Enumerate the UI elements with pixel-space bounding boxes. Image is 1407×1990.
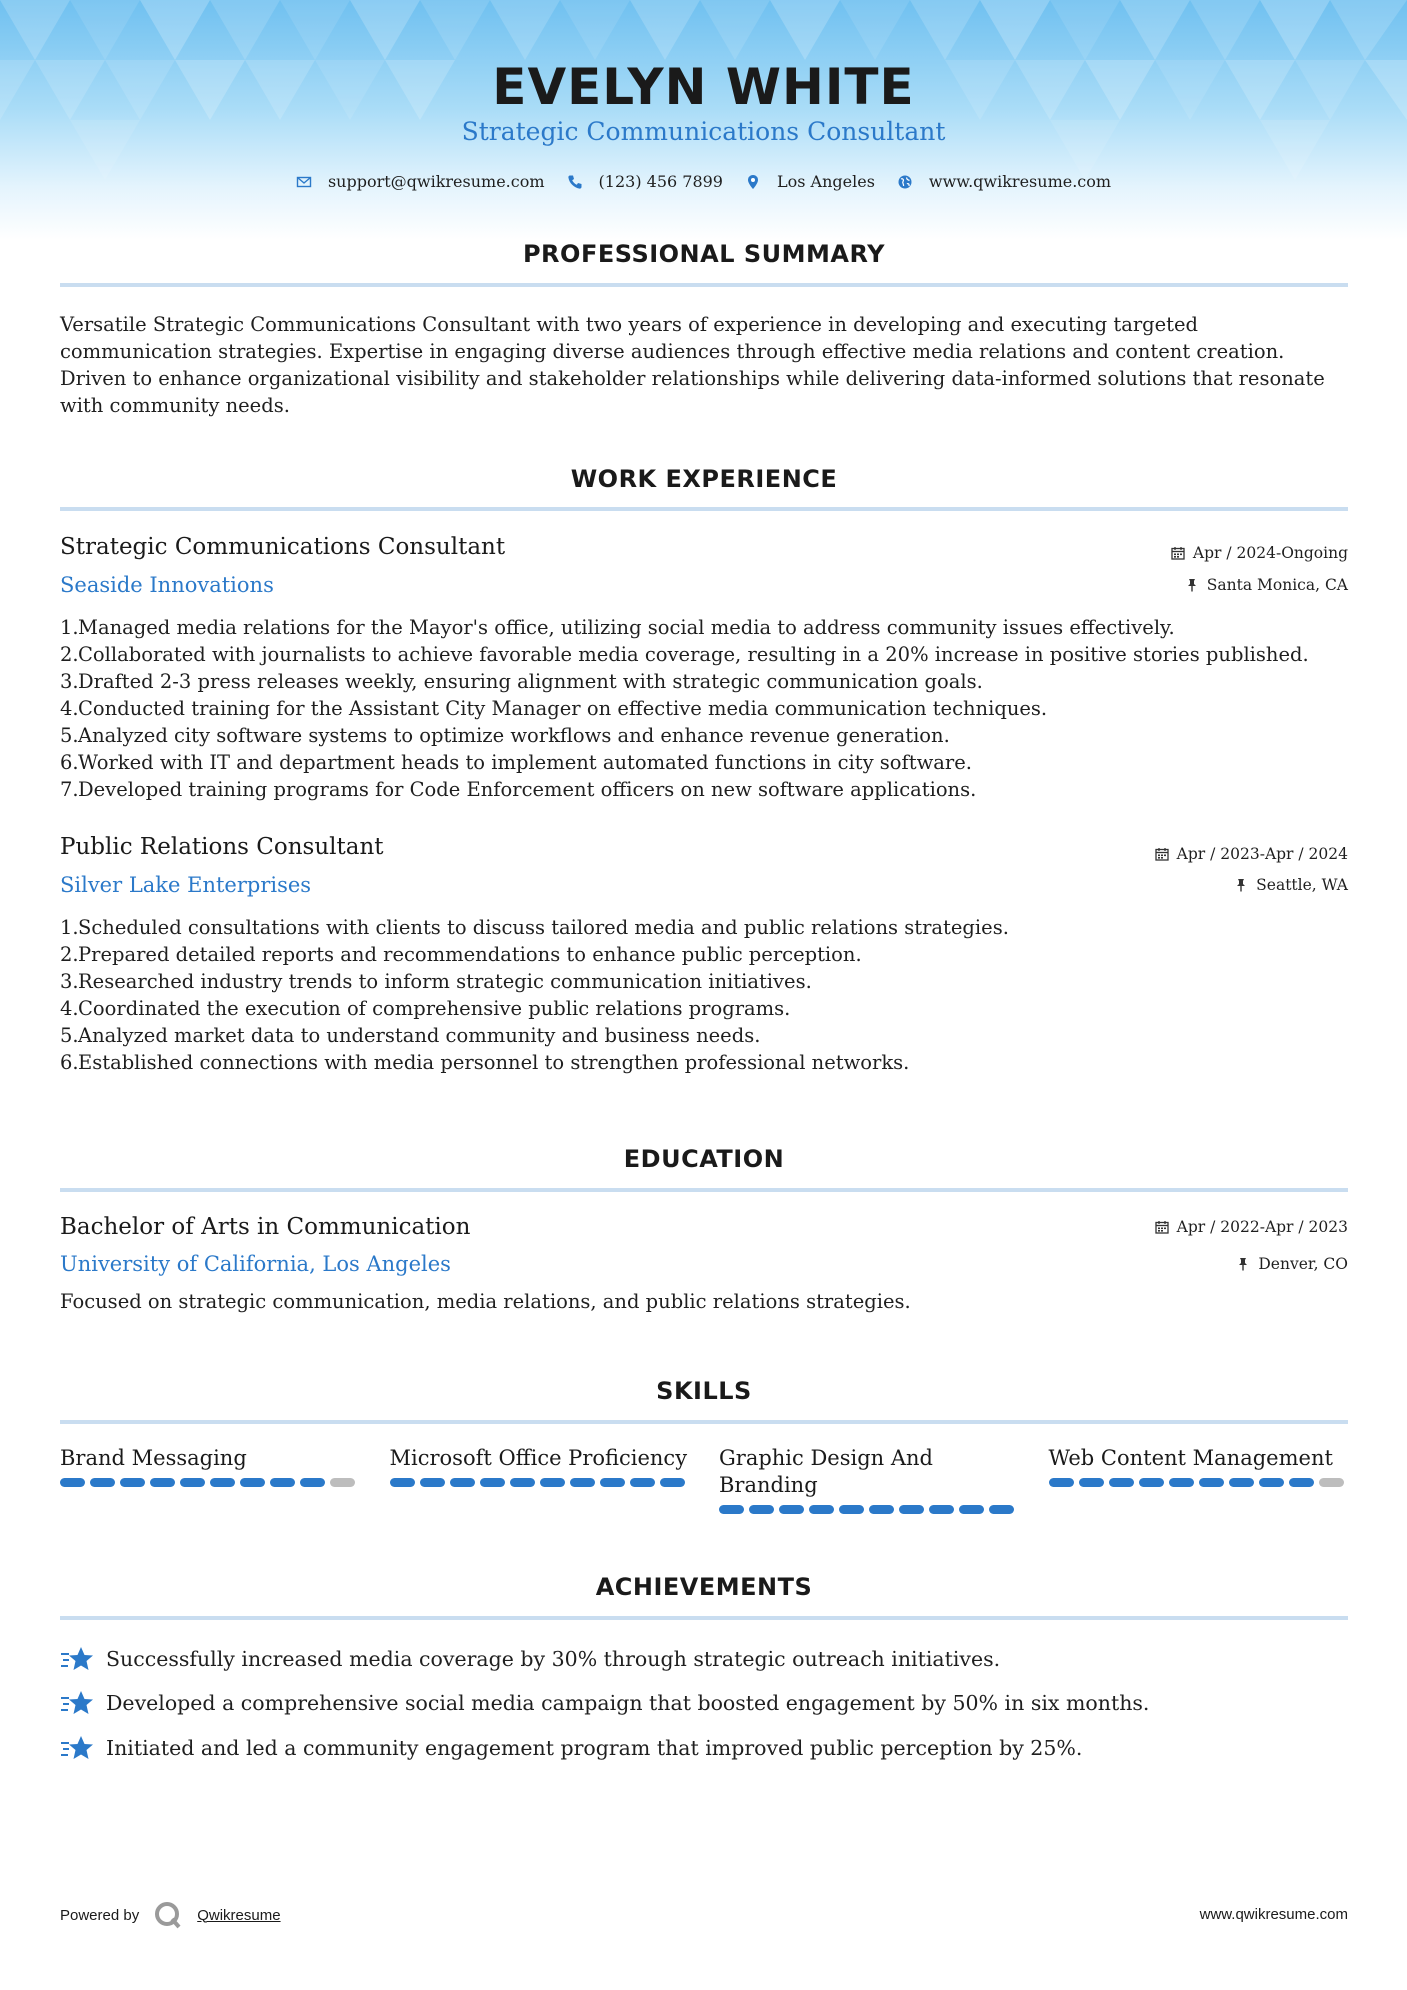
skill-item — [390, 1445, 690, 1514]
rating-dot-filled — [90, 1478, 115, 1487]
achievement-item — [60, 1645, 1350, 1673]
contact-website-text: www.qwikresume.com — [928, 172, 1112, 191]
candidate-name: EVELYN WHITE — [492, 58, 915, 116]
contact-website[interactable] — [897, 172, 1111, 191]
rating-dot-filled — [150, 1478, 175, 1487]
rating-dot-filled — [959, 1505, 984, 1514]
skill-item — [60, 1445, 360, 1514]
candidate-role: Strategic Communications Consultant — [461, 117, 946, 146]
achievement-text: Initiated and led a community engagement program that improved public perception by 25%. — [106, 1736, 1083, 1760]
job-dates — [1171, 544, 1348, 562]
list-item: 6. Established connections with media personnel to strengthen professional networks. — [60, 1051, 910, 1074]
skill-name: Microsoft Office Proficiency — [389, 1446, 688, 1470]
map-marker-icon — [745, 174, 761, 190]
rating-dot-filled — [540, 1478, 565, 1487]
pin-icon — [1185, 578, 1199, 592]
job-location-text: Santa Monica, CA — [1206, 576, 1348, 594]
contact-phone[interactable] — [567, 172, 723, 191]
achievements-heading: ACHIEVEMENTS — [595, 1573, 813, 1601]
footer-url[interactable]: www.qwikresume.com — [1199, 1906, 1348, 1923]
job-responsibilities — [60, 914, 1350, 1076]
star-icon — [60, 1734, 94, 1762]
rating-dot-filled — [749, 1505, 774, 1514]
rating-dot-filled — [60, 1478, 85, 1487]
degree-title: Bachelor of Arts in Communication — [60, 1214, 471, 1240]
pin-icon — [1234, 878, 1248, 892]
rating-dot-filled — [180, 1478, 205, 1487]
star-icon — [60, 1689, 94, 1717]
rating-dot-filled — [210, 1478, 235, 1487]
rating-dot-filled — [1289, 1478, 1314, 1487]
list-item: 4. Conducted training for the Assistant City Manager on effective media communication techniques. — [60, 697, 1048, 720]
achievement-text: Developed a comprehensive social media campaign that boosted engagement by 50% in six months. — [106, 1691, 1150, 1715]
list-item: 3. Drafted 2-3 press releases weekly, ensuring alignment with strategic communication goals. — [60, 670, 983, 693]
rating-dot-filled — [1229, 1478, 1254, 1487]
rating-dot-filled — [660, 1478, 685, 1487]
skills-heading: SKILLS — [656, 1377, 752, 1405]
experience-divider — [60, 507, 1348, 511]
job-title: Strategic Communications Consultant — [60, 534, 506, 560]
skill-rating — [390, 1478, 690, 1487]
summary-heading: PROFESSIONAL SUMMARY — [522, 240, 886, 268]
summary-divider — [60, 283, 1348, 287]
rating-dot-filled — [450, 1478, 475, 1487]
achievement-text: Successfully increased media coverage by 30% through strategic outreach initiatives. — [106, 1647, 1001, 1671]
school-name: University of California, Los Angeles — [60, 1252, 451, 1276]
education-location-text: Denver, CO — [1258, 1255, 1348, 1273]
envelope-icon — [296, 174, 312, 190]
rating-dot-filled — [390, 1478, 415, 1487]
skill-name: Brand Messaging — [60, 1446, 247, 1470]
summary-text: Versatile Strategic Communications Consultant with two years of experience in developing and executing targeted communication strategies. Expertise in engaging diverse audiences through effective media relations and content creation. Driven to enhance organizational visibility and stakeholder relationships while delivering data-informed solutions that resonate with community needs. — [60, 313, 1325, 417]
contact-location-text: Los Angeles — [776, 172, 875, 191]
rating-dot-filled — [839, 1505, 864, 1514]
skills-divider — [60, 1420, 1348, 1424]
achievement-item — [60, 1734, 1350, 1762]
rating-dot-filled — [869, 1505, 894, 1514]
achievements-divider — [60, 1616, 1348, 1620]
job-company: Silver Lake Enterprises — [60, 873, 312, 897]
contact-email[interactable] — [296, 172, 545, 191]
rating-dot-filled — [600, 1478, 625, 1487]
rating-dot-filled — [1049, 1478, 1074, 1487]
skill-rating — [719, 1505, 1019, 1514]
rating-dot-filled — [989, 1505, 1014, 1514]
education-location — [1236, 1255, 1348, 1273]
rating-dot-filled — [1259, 1478, 1284, 1487]
skills-grid — [60, 1445, 1348, 1514]
rating-dot-filled — [240, 1478, 265, 1487]
skill-rating — [1049, 1478, 1349, 1487]
rating-dot-filled — [899, 1505, 924, 1514]
achievement-item — [60, 1689, 1350, 1717]
job-dates — [1155, 845, 1348, 863]
skill-item — [719, 1445, 1019, 1514]
footer-branding — [60, 1900, 281, 1930]
list-item: 2. Collaborated with journalists to achieve favorable media coverage, resulting in a 20% increase in positive stories published. — [60, 643, 1309, 666]
list-item: 5. Analyzed market data to understand community and business needs. — [60, 1024, 761, 1047]
list-item: 3. Researched industry trends to inform strategic communication initiatives. — [60, 970, 812, 993]
job-responsibilities — [60, 614, 1350, 803]
phone-icon — [567, 174, 583, 190]
list-item: 5. Analyzed city software systems to optimize workflows and enhance revenue generation. — [60, 724, 950, 747]
pin-icon — [1236, 1257, 1250, 1271]
skill-item — [1049, 1445, 1349, 1514]
qwikresume-link[interactable]: Qwikresume — [197, 1906, 281, 1924]
skill-name: Web Content Management — [1048, 1446, 1333, 1470]
rating-dot-filled — [300, 1478, 325, 1487]
rating-dot-filled — [270, 1478, 295, 1487]
contact-location — [745, 172, 875, 191]
qwikresume-logo-icon — [153, 1900, 183, 1930]
contact-bar — [0, 172, 1407, 191]
rating-dot-filled — [570, 1478, 595, 1487]
education-heading: EDUCATION — [623, 1145, 785, 1173]
skill-name: Graphic Design And Branding — [719, 1446, 933, 1497]
rating-dot-filled — [929, 1505, 954, 1514]
calendar-icon — [1171, 546, 1185, 560]
education-divider — [60, 1188, 1348, 1192]
rating-dot-filled — [1169, 1478, 1194, 1487]
job-location — [1234, 876, 1348, 894]
calendar-icon — [1155, 847, 1169, 861]
globe-icon — [897, 174, 913, 190]
skill-rating — [60, 1478, 360, 1487]
calendar-icon — [1155, 1220, 1169, 1234]
list-item: 1. Managed media relations for the Mayor's office, utilizing social media to address community issues effectively. — [60, 616, 1175, 639]
education-dates — [1155, 1218, 1348, 1236]
rating-dot-filled — [630, 1478, 655, 1487]
list-item: 1. Scheduled consultations with clients to discuss tailored media and public relations strategies. — [60, 916, 1009, 939]
rating-dot-empty — [330, 1478, 355, 1487]
list-item: 7. Developed training programs for Code Enforcement officers on new software applications. — [60, 778, 977, 801]
education-dates-text: Apr / 2022-Apr / 2023 — [1176, 1218, 1348, 1236]
job-dates-text: Apr / 2023-Apr / 2024 — [1176, 845, 1348, 863]
education-description: Focused on strategic communication, media relations, and public relations strategies. — [60, 1290, 911, 1313]
rating-dot-filled — [420, 1478, 445, 1487]
resume-header — [0, 0, 1407, 220]
rating-dot-filled — [1199, 1478, 1224, 1487]
list-item: 6. Worked with IT and department heads to implement automated functions in city software. — [60, 751, 972, 774]
rating-dot-filled — [510, 1478, 535, 1487]
rating-dot-filled — [120, 1478, 145, 1487]
rating-dot-filled — [1139, 1478, 1164, 1487]
list-item: 4. Coordinated the execution of comprehensive public relations programs. — [60, 997, 791, 1020]
job-dates-text: Apr / 2024-Ongoing — [1192, 544, 1348, 562]
experience-heading: WORK EXPERIENCE — [570, 465, 838, 493]
job-location — [1185, 576, 1348, 594]
contact-email-text: support@qwikresume.com — [327, 172, 545, 191]
rating-dot-filled — [480, 1478, 505, 1487]
contact-phone-text: (123) 456 7899 — [598, 172, 723, 191]
job-title: Public Relations Consultant — [60, 834, 384, 860]
rating-dot-filled — [719, 1505, 744, 1514]
powered-by-label: Powered by — [60, 1906, 140, 1924]
rating-dot-filled — [1109, 1478, 1134, 1487]
rating-dot-filled — [779, 1505, 804, 1514]
job-location-text: Seattle, WA — [1256, 876, 1348, 894]
rating-dot-empty — [1319, 1478, 1344, 1487]
list-item: 2. Prepared detailed reports and recommendations to enhance public perception. — [60, 943, 862, 966]
job-company: Seaside Innovations — [60, 573, 274, 597]
rating-dot-filled — [809, 1505, 834, 1514]
star-icon — [60, 1645, 94, 1673]
rating-dot-filled — [1079, 1478, 1104, 1487]
